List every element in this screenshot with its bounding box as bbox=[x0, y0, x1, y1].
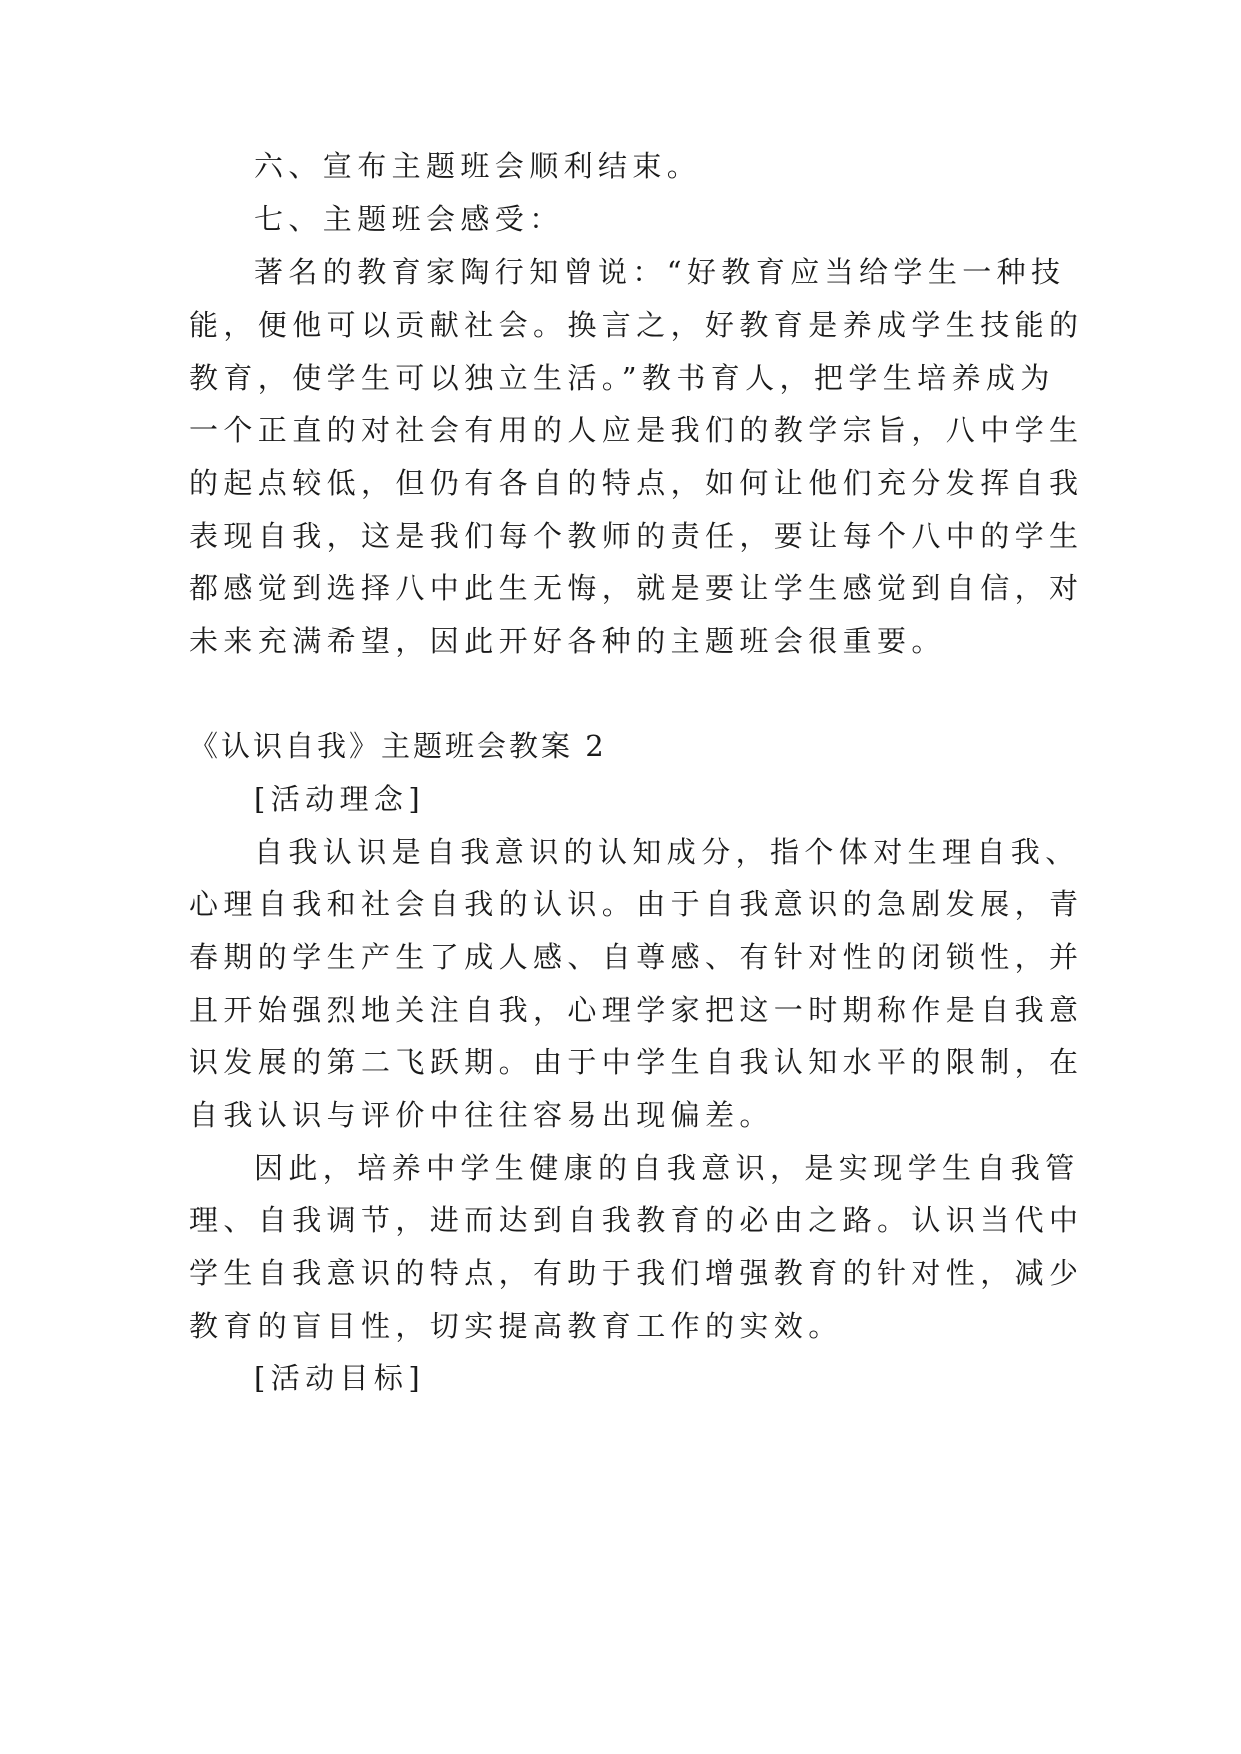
paragraph-line: 表现自我，这是我们每个教师的责任，要让每个八中的学生 bbox=[189, 519, 1084, 553]
paragraph-line: 因此，培养中学生健康的自我意识，是实现学生自我管 bbox=[254, 1151, 1080, 1185]
paragraph-line: 未来充满希望，因此开好各种的主题班会很重要。 bbox=[189, 624, 946, 658]
paragraph-line: 教育的盲目性，切实提高教育工作的实效。 bbox=[189, 1309, 843, 1343]
paragraph-line: 理、自我调节，进而达到自我教育的必由之路。认识当代中 bbox=[189, 1203, 1084, 1237]
paragraph-line: 一个正直的对社会有用的人应是我们的教学宗旨，八中学生 bbox=[189, 413, 1084, 447]
paragraph-line: 学生自我意识的特点，有助于我们增强教育的针对性，减少 bbox=[189, 1256, 1084, 1290]
paragraph-line: 自我认识是自我意识的认知成分，指个体对生理自我、 bbox=[254, 835, 1080, 869]
paragraph-line: 的起点较低，但仍有各自的特点，如何让他们充分发挥自我 bbox=[189, 466, 1084, 500]
paragraph-line: 自我认识与评价中往往容易出现偏差。 bbox=[189, 1098, 774, 1132]
list-item-7: 七、主题班会感受： bbox=[254, 202, 564, 236]
list-item-6: 六、宣布主题班会顺利结束。 bbox=[254, 149, 702, 183]
paragraph-line: 教育，使学生可以独立生活。”教书育人，把学生培养成为 bbox=[189, 361, 1055, 395]
subheading-concept: [活动理念] bbox=[254, 782, 426, 816]
paragraph-line: 能，便他可以贡献社会。换言之，好教育是养成学生技能的 bbox=[189, 308, 1084, 342]
paragraph-line: 都感觉到选择八中此生无悔，就是要让学生感觉到自信，对 bbox=[189, 571, 1084, 605]
paragraph-line: 且开始强烈地关注自我，心理学家把这一时期称作是自我意 bbox=[189, 993, 1084, 1027]
section-title: 《认识自我》主题班会教案 2 bbox=[189, 729, 607, 763]
subheading-goal: [活动目标] bbox=[254, 1361, 426, 1395]
paragraph-line: 识发展的第二飞跃期。由于中学生自我认知水平的限制，在 bbox=[189, 1045, 1084, 1079]
paragraph-line: 心理自我和社会自我的认识。由于自我意识的急剧发展，青 bbox=[189, 887, 1084, 921]
paragraph-line: 春期的学生产生了成人感、自尊感、有针对性的闭锁性，并 bbox=[189, 940, 1084, 974]
paragraph-line: 著名的教育家陶行知曾说：“好教育应当给学生一种技 bbox=[254, 255, 1066, 289]
